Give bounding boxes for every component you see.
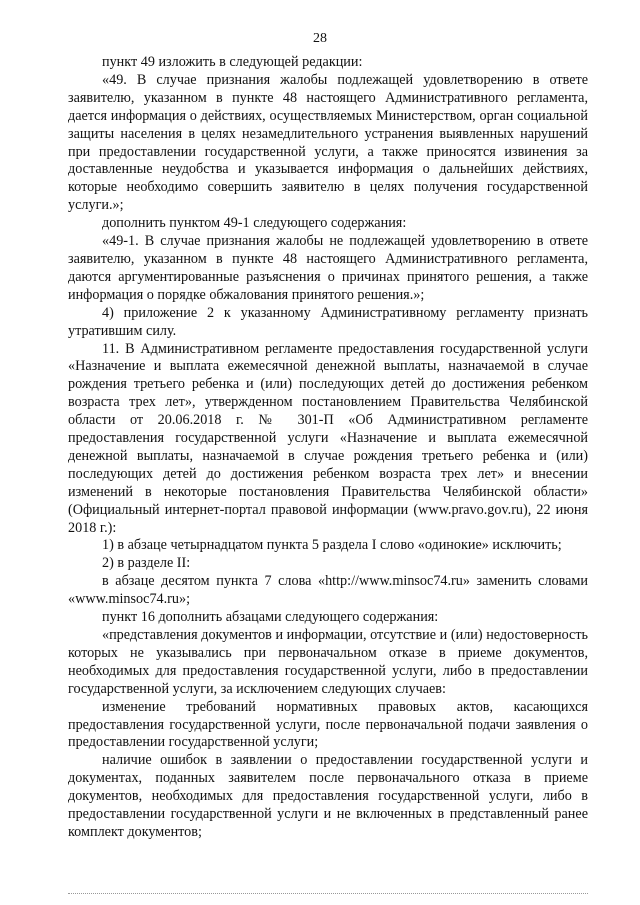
paragraph: «представления документов и информации, отсутствие и (или) недостоверность которых не указывались при первоначальном отказе в приеме документов, необходимых для предоставления государственной услуги, либо в предоставлении государственной услуги, за исключением следующих случаев: (68, 627, 588, 697)
page-bottom-edge (68, 893, 588, 894)
paragraph: 2) в разделе II: (102, 555, 191, 572)
paragraph: 11. В Административном регламенте предоставления государственной услуги «Назначение и выплата ежемесячной денежной выплаты, назначаемой в случае рождения третьего ребенка и (или) последующих детей до достижения ребенком возраста трех лет», утвержденном постановлением Правительства Челябинской области от 20.06.2018 г. № 301-П «Об Административном регламенте предоставления государственной услуги «Назначение и выплата ежемесячной денежной выплаты, назначаемой в случае рождения третьего ребенка и (или) последующих детей до достижения ребенком возраста трех лет» и внесении изменений в некоторые постановления Правительства Челябинской области» (Официальный интернет-портал правовой информации (www.pravo.gov.ru), 22 июня 2018 г.): (68, 340, 588, 536)
paragraph: 1) в абзаце четырнадцатом пункта 5 раздела I слово «одинокие» исключить; (102, 537, 562, 554)
paragraph: изменение требований нормативных правовых актов, касающихся предоставления государственной услуги, после первоначальной подачи заявления о предоставлении государственной услуги; (68, 698, 588, 751)
paragraph: «49. В случае признания жалобы подлежащей удовлетворению в ответе заявителю, указанном в пункте 48 настоящего Административного регламента, дается информация о действиях, осуществляемых Министерством, орган социальной защиты населения в целях незамедлительного устранения выявленных нарушений при предоставлении государственной услуги, а также приносятся извинения за доставленные неудобства и указывается информация о дальнейших действиях, которые необходимо совершить заявителю в целях получения государственной услуги.»; (68, 71, 588, 214)
page-number: 28 (313, 31, 327, 46)
paragraph: наличие ошибок в заявлении о предоставлении государственной услуги и документах, поданных заявителем после первоначального отказа в приеме документов, необходимых для предоставления государственной услуги, либо в предоставлении государственной услуги и не включенных в представленный ранее комплект документов; (68, 752, 588, 840)
paragraph: «49-1. В случае признания жалобы не подлежащей удовлетворению в ответе заявителю, указанном в пункте 48 настоящего Административного регламента, даются аргументированные разъяснения о причинах принятого решения, а также информация о порядке обжалования принятого решения.»; (68, 233, 588, 303)
paragraph: в абзаце десятом пункта 7 слова «http://www.minsoc74.ru» заменить словами «www.minsoc74.ru»; (68, 573, 588, 608)
paragraph: 4) приложение 2 к указанному Административному регламенту признать утратившим силу. (68, 304, 588, 339)
document-body (68, 54, 588, 842)
paragraph: дополнить пунктом 49-1 следующего содержания: (102, 215, 407, 232)
paragraph: пункт 16 дополнить абзацами следующего содержания: (102, 609, 439, 626)
paragraph: пункт 49 изложить в следующей редакции: (102, 54, 363, 70)
